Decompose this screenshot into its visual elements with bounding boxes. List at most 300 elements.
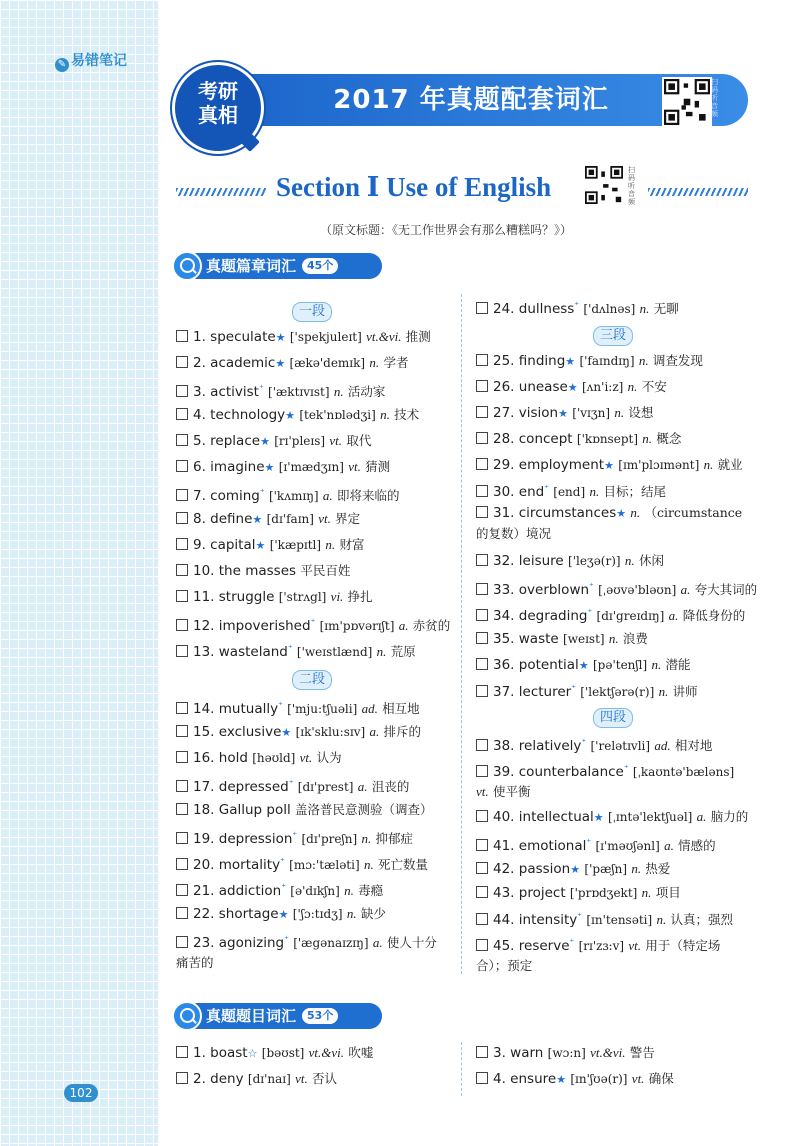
- vocab-entry: [476, 503, 748, 544]
- part-of-speech: n.: [624, 553, 635, 568]
- frequency-mark: ★: [281, 726, 292, 739]
- vocab-word: 23. agonizing: [193, 935, 285, 951]
- vocab-entry: [476, 296, 679, 319]
- phonetic: [weɪst]: [563, 632, 605, 646]
- chinese-meaning: 休闲: [638, 553, 664, 568]
- vocab-entry: [176, 639, 416, 662]
- checkbox[interactable]: [176, 489, 188, 501]
- checkbox[interactable]: [176, 936, 188, 948]
- chinese-meaning: 夸大其词的: [694, 582, 758, 597]
- checkbox[interactable]: [476, 406, 488, 418]
- phonetic: [ʌn'i:z]: [581, 380, 624, 394]
- vocab-word: 17. depressed: [193, 779, 289, 795]
- checkbox[interactable]: [176, 907, 188, 919]
- grid-margin-strip: [0, 0, 158, 1146]
- vocab-entry: [476, 403, 653, 424]
- checkbox[interactable]: [476, 380, 488, 392]
- checkbox[interactable]: [476, 886, 488, 898]
- column-divider: [461, 294, 462, 974]
- checkbox[interactable]: [176, 725, 188, 737]
- vocab-word: 2. academic: [193, 355, 276, 371]
- category-count: 53个: [302, 1008, 338, 1024]
- vocab-word: 1. boast: [193, 1045, 248, 1061]
- frequency-mark: ⁺: [280, 857, 285, 867]
- part-of-speech: a.: [322, 488, 333, 503]
- chinese-meaning: （circumstance 的复数）境况: [476, 505, 743, 541]
- phonetic: [pə'tenʃl]: [592, 658, 648, 672]
- chinese-meaning: 使平衡: [492, 784, 531, 799]
- phonetic: [ɪm'plɔɪmənt]: [618, 458, 700, 472]
- phonetic: [tek'nɒlədʒi]: [299, 408, 376, 422]
- vocab-word: 6. imagine: [193, 459, 265, 475]
- phonetic: [dɪ'prest]: [297, 780, 354, 794]
- frequency-mark: ☆: [247, 1047, 258, 1060]
- checkbox[interactable]: [176, 1072, 188, 1084]
- checkbox[interactable]: [476, 685, 488, 697]
- vocab-entry: [176, 353, 408, 374]
- chinese-meaning: 猜测: [365, 459, 391, 474]
- vocab-word: 25. finding: [493, 353, 566, 369]
- part-of-speech: vt.: [631, 1071, 645, 1086]
- vocab-word: 18. Gallup poll: [193, 802, 291, 818]
- phonetic: ['prɒdʒekt]: [569, 886, 638, 900]
- phonetic: [ɪm'pɒvərɪʃt]: [319, 619, 395, 633]
- phonetic: [ˌəʊvə'bləʊn]: [598, 583, 677, 597]
- checkbox[interactable]: [476, 1046, 488, 1058]
- part-of-speech: a.: [372, 935, 383, 950]
- brand-label: [55, 50, 127, 72]
- part-of-speech: n.: [641, 885, 652, 900]
- vocab-word: 30. end: [493, 484, 545, 500]
- vocab-word: 13. wasteland: [193, 644, 288, 660]
- part-of-speech: n.: [376, 644, 387, 659]
- chinese-meaning: 情感的: [678, 838, 716, 853]
- part-of-speech: a.: [668, 608, 679, 623]
- original-title-note: （原文标题：《无工作世界会有那么糟糕吗？》）: [320, 223, 573, 237]
- vocab-word: 42. passion: [493, 861, 571, 877]
- vocab-entry: [476, 1043, 655, 1063]
- vocab-entry: [176, 1043, 373, 1064]
- badge-text: 考研 真相: [198, 79, 238, 127]
- frequency-mark: ⁺: [577, 912, 583, 922]
- part-of-speech: n.: [651, 657, 662, 672]
- part-of-speech: a.: [357, 779, 368, 794]
- checkbox[interactable]: [476, 354, 488, 366]
- checkbox[interactable]: [476, 939, 488, 951]
- magnifier-icon: [172, 1001, 202, 1031]
- chinese-meaning: 目标；结尾: [603, 484, 666, 499]
- vocab-entry: [476, 907, 733, 930]
- checkbox[interactable]: [176, 803, 188, 815]
- frequency-mark: ⁺: [587, 608, 593, 618]
- vocab-entry: [176, 483, 399, 506]
- frequency-mark: ★: [255, 539, 266, 552]
- part-of-speech: n.: [361, 831, 372, 846]
- chinese-meaning: 热爱: [645, 861, 671, 876]
- checkbox[interactable]: [176, 832, 188, 844]
- checkbox[interactable]: [476, 658, 488, 670]
- vocab-entry: [476, 759, 748, 802]
- frequency-mark: ⁺: [292, 831, 298, 841]
- phonetic: [rɪ'pleɪs]: [274, 434, 326, 448]
- frequency-mark: ★: [556, 1073, 567, 1086]
- frequency-mark: ⁺: [589, 582, 594, 592]
- part-of-speech: vt.&vi.: [366, 329, 402, 344]
- paragraph-label: 三段: [593, 326, 633, 346]
- chinese-meaning: 死亡数量: [378, 857, 429, 872]
- phonetic: [ækə'demɪk]: [289, 356, 366, 370]
- chinese-meaning: 界定: [335, 511, 361, 526]
- part-of-speech: vt.&vi.: [308, 1045, 345, 1060]
- checkbox[interactable]: [176, 564, 188, 576]
- checkbox[interactable]: [476, 1072, 488, 1084]
- vocab-entry: [476, 807, 748, 828]
- chinese-meaning: 排斥的: [383, 724, 422, 739]
- frequency-mark: ⁺: [284, 935, 289, 945]
- vocab-word: 43. project: [493, 885, 566, 901]
- chinese-meaning: 技术: [394, 407, 420, 422]
- heading-stripes-right: [648, 188, 748, 196]
- vocab-word: 36. potential: [493, 657, 579, 673]
- phonetic: ['vɪʒn]: [572, 406, 611, 420]
- vocab-entry: [476, 833, 716, 856]
- part-of-speech: a.: [664, 838, 674, 853]
- chinese-meaning: 脑力的: [710, 809, 749, 824]
- scan-hint: 扫码听音频: [711, 78, 718, 118]
- frequency-mark: ⁺: [571, 684, 576, 694]
- phonetic: ['ʃɔ:tɪdʒ]: [292, 907, 343, 921]
- frequency-mark: ⁺: [288, 779, 294, 789]
- frequency-mark: ★: [278, 908, 289, 921]
- phonetic: ['kɒnsept]: [576, 432, 638, 446]
- part-of-speech: vt.: [295, 1071, 308, 1086]
- vocab-word: 20. mortality: [193, 857, 281, 873]
- part-of-speech: n.: [589, 484, 600, 499]
- checkbox[interactable]: [176, 356, 188, 368]
- phonetic: [həʊld]: [252, 751, 296, 765]
- chinese-meaning: 认真；强烈: [670, 912, 734, 927]
- part-of-speech: vt.: [628, 938, 642, 953]
- checkbox[interactable]: [476, 432, 488, 444]
- chinese-meaning: 浪费: [622, 631, 648, 646]
- vocab-entry: [476, 577, 757, 600]
- vocab-word: 28. concept: [493, 431, 573, 447]
- checkbox[interactable]: [476, 554, 488, 566]
- frequency-mark: ⁺: [259, 488, 265, 498]
- vocab-word: 41. emotional: [493, 838, 587, 854]
- checkbox[interactable]: [176, 385, 188, 397]
- chinese-meaning: 项目: [655, 885, 681, 900]
- section-scan-hint: 扫码听音频: [628, 166, 635, 206]
- frequency-mark: ⁺: [574, 301, 580, 311]
- phonetic: ['mju:tʃuəli]: [287, 702, 358, 716]
- category-header-passage: [172, 251, 384, 281]
- part-of-speech: n.: [642, 431, 653, 446]
- phonetic: ['ægənaɪzɪŋ]: [293, 936, 369, 950]
- chinese-meaning: 否认: [312, 1071, 338, 1086]
- chinese-meaning: 推测: [405, 329, 431, 344]
- paragraph-label: 二段: [292, 670, 332, 690]
- vocab-entry: [176, 930, 448, 973]
- vocab-entry: [476, 351, 703, 372]
- frequency-mark: ★: [285, 409, 296, 422]
- checkbox[interactable]: [476, 458, 488, 470]
- checkbox[interactable]: [176, 751, 188, 763]
- checkbox[interactable]: [176, 780, 188, 792]
- vocab-entry: [476, 429, 681, 449]
- checkbox[interactable]: [476, 583, 488, 595]
- part-of-speech: vt.: [348, 459, 361, 474]
- phonetic: ['æktɪvɪst]: [268, 385, 330, 399]
- vocab-entry: [176, 800, 433, 820]
- part-of-speech: n.: [627, 379, 638, 394]
- checkbox[interactable]: [176, 590, 188, 602]
- part-of-speech: a.: [696, 809, 707, 824]
- vocab-word: 19. depression: [193, 831, 293, 847]
- vocab-entry: [176, 327, 431, 348]
- vocab-word: 15. exclusive: [193, 724, 282, 740]
- part-of-speech: a.: [398, 618, 409, 633]
- checkbox[interactable]: [476, 765, 488, 777]
- part-of-speech: vt.: [329, 433, 343, 448]
- chinese-meaning: 无聊: [653, 301, 679, 316]
- phonetic: ['dʌlnəs]: [583, 302, 636, 316]
- phonetic: ['spekjuleɪt]: [289, 330, 362, 344]
- part-of-speech: n.: [325, 537, 336, 552]
- vocab-word: 8. define: [193, 511, 253, 527]
- phonetic: ['pæʃn]: [584, 862, 628, 876]
- phonetic: [dɪ'naɪ]: [247, 1072, 291, 1086]
- vocab-word: 12. impoverished: [193, 618, 311, 634]
- checkbox[interactable]: [176, 1046, 188, 1058]
- vocab-entry: [476, 933, 748, 976]
- frequency-mark: ⁺: [258, 384, 264, 394]
- checkbox[interactable]: [476, 810, 488, 822]
- page-number: 102: [64, 1084, 98, 1102]
- vocab-word: 26. unease: [493, 379, 568, 395]
- vocab-entry: [176, 405, 419, 426]
- checkbox[interactable]: [176, 512, 188, 524]
- phonetic: [ˌɪntə'lektʃuəl]: [607, 810, 693, 824]
- checkbox[interactable]: [176, 619, 188, 631]
- phonetic: ['relətɪvli]: [590, 739, 651, 753]
- vocab-entry: [176, 535, 364, 556]
- vocab-entry: [476, 551, 664, 571]
- chinese-meaning: 就业: [717, 457, 743, 472]
- frequency-mark: ⁺: [623, 764, 629, 774]
- vocab-entry: [176, 1069, 337, 1089]
- checkbox[interactable]: [476, 485, 488, 497]
- chinese-meaning: 财富: [339, 537, 365, 552]
- vocab-entry: [176, 904, 386, 925]
- vocab-word: 14. mutually: [193, 701, 279, 717]
- vocab-word: 31. circumstances: [493, 505, 617, 521]
- chinese-meaning: 讲师: [672, 684, 698, 699]
- frequency-mark: ⁺: [569, 938, 575, 948]
- part-of-speech: vt.: [299, 750, 313, 765]
- part-of-speech: a.: [369, 724, 380, 739]
- vocab-entry: [476, 733, 712, 756]
- frequency-mark: ★: [264, 461, 275, 474]
- chinese-meaning: 活动家: [347, 384, 386, 399]
- chinese-meaning: 警告: [629, 1045, 655, 1060]
- vocab-word: 5. replace: [193, 433, 261, 449]
- phonetic: [dɪ'preʃn]: [301, 832, 358, 846]
- phonetic: ['faɪndɪŋ]: [579, 354, 635, 368]
- phonetic: [dɪ'greɪdɪŋ]: [596, 609, 665, 623]
- vocab-entry: [476, 859, 670, 880]
- checkbox[interactable]: [176, 330, 188, 342]
- part-of-speech: ad.: [654, 738, 671, 753]
- checkbox[interactable]: [176, 434, 188, 446]
- chinese-meaning: 使人十分痛苦的: [176, 935, 437, 970]
- frequency-mark: ⁺: [287, 644, 293, 654]
- part-of-speech: n.: [380, 407, 390, 422]
- category-header-questions: [172, 1001, 384, 1031]
- chinese-meaning: 概念: [656, 431, 682, 446]
- checkbox[interactable]: [176, 538, 188, 550]
- vocab-entry: [476, 655, 691, 676]
- checkbox[interactable]: [476, 609, 488, 621]
- vocab-entry: [176, 613, 450, 636]
- checkbox[interactable]: [476, 739, 488, 751]
- frequency-mark: ★: [558, 407, 568, 420]
- kaoyan-badge: [172, 62, 264, 154]
- phonetic: ['lektʃərə(r)]: [580, 685, 655, 699]
- phonetic: [ˌkaʊntə'bæləns]: [632, 765, 735, 779]
- vocab-word: 33. overblown: [493, 582, 590, 598]
- frequency-mark: ★: [616, 507, 627, 520]
- chinese-meaning: 缺少: [360, 906, 386, 921]
- vocab-word: 44. intensity: [493, 912, 578, 928]
- chinese-meaning: 毒瘾: [358, 883, 384, 898]
- vocab-entry: [476, 479, 666, 502]
- part-of-speech: vt.: [318, 511, 331, 526]
- section-heading: Section Ⅰ Use of English: [276, 172, 552, 202]
- vocab-word: 35. waste: [493, 631, 559, 647]
- part-of-speech: n.: [344, 883, 354, 898]
- checkbox[interactable]: [476, 506, 488, 518]
- checkbox[interactable]: [176, 702, 188, 714]
- vocab-entry: [176, 509, 360, 530]
- part-of-speech: vt.&vi.: [590, 1045, 626, 1060]
- vocab-entry: [176, 878, 383, 901]
- vocab-word: 3. warn: [493, 1045, 544, 1061]
- phonetic: ['strʌgl]: [278, 590, 327, 604]
- checkbox[interactable]: [476, 632, 488, 644]
- frequency-mark: ⁺: [586, 838, 592, 848]
- checkbox[interactable]: [476, 302, 488, 314]
- chinese-meaning: 确保: [648, 1071, 674, 1086]
- vocab-word: 2. deny: [193, 1071, 244, 1087]
- phonetic: [bəʊst]: [261, 1046, 305, 1060]
- frequency-mark: ★: [275, 357, 286, 370]
- vocab-entry: [176, 431, 371, 452]
- phonetic: [ɪ'məʊʃənl]: [595, 839, 660, 853]
- frequency-mark: ★: [260, 435, 270, 448]
- vocab-entry: [176, 722, 421, 743]
- phonetic: [ɪ'mædʒɪn]: [278, 460, 344, 474]
- chinese-meaning: 学者: [383, 355, 409, 370]
- frequency-mark: ★: [593, 811, 604, 824]
- checkbox[interactable]: [176, 858, 188, 870]
- checkbox[interactable]: [176, 645, 188, 657]
- chinese-meaning: 沮丧的: [371, 779, 410, 794]
- vocab-word: 45. reserve: [493, 938, 570, 954]
- vocab-entry: [176, 587, 373, 607]
- phonetic: [wɔ:n]: [547, 1046, 586, 1060]
- chinese-meaning: 盖洛普民意测验（调查）: [295, 802, 433, 817]
- part-of-speech: n.: [656, 912, 667, 927]
- frequency-mark: ★: [275, 331, 286, 344]
- phonetic: ['kæpɪtl]: [269, 538, 322, 552]
- part-of-speech: n.: [614, 405, 625, 420]
- chinese-meaning: 相对地: [674, 738, 713, 753]
- chinese-meaning: 用于（特定场合）；预定: [476, 938, 721, 973]
- vocab-word: 24. dullness: [493, 301, 575, 317]
- checkbox[interactable]: [476, 913, 488, 925]
- vocab-word: 7. coming: [193, 488, 260, 504]
- part-of-speech: n.: [638, 353, 649, 368]
- vocab-word: 32. leisure: [493, 553, 564, 569]
- frequency-mark: ⁺: [310, 618, 316, 628]
- phonetic: [end]: [553, 485, 586, 499]
- frequency-mark: ⁺: [544, 484, 549, 494]
- vocab-entry: [476, 883, 681, 903]
- part-of-speech: n.: [346, 906, 357, 921]
- frequency-mark: ⁺: [278, 701, 283, 711]
- paragraph-label: 四段: [593, 708, 633, 728]
- frequency-mark: ★: [252, 513, 263, 526]
- chinese-meaning: 抑郁症: [375, 831, 414, 846]
- paragraph-label: 一段: [292, 302, 332, 322]
- brand-text: 易错笔记: [71, 53, 127, 69]
- checkbox[interactable]: [476, 839, 488, 851]
- phonetic: [ɪk'sklu:sɪv]: [295, 725, 366, 739]
- part-of-speech: n.: [363, 857, 374, 872]
- vocab-entry: [176, 457, 390, 478]
- vocab-word: 9. capital: [193, 537, 256, 553]
- magnifier-icon: [172, 251, 202, 281]
- vocab-word: 22. shortage: [193, 906, 279, 922]
- category-count: 45个: [302, 258, 338, 274]
- chinese-meaning: 取代: [346, 433, 372, 448]
- vocab-word: 38. relatively: [493, 738, 582, 754]
- checkbox[interactable]: [176, 408, 188, 420]
- phonetic: [rɪ'zɜ:v]: [578, 939, 625, 953]
- checkbox[interactable]: [476, 862, 488, 874]
- column-divider: [461, 1042, 462, 1096]
- checkbox[interactable]: [176, 884, 188, 896]
- chinese-meaning: 不安: [641, 379, 667, 394]
- vocab-word: 21. addiction: [193, 883, 282, 899]
- vocab-entry: [176, 852, 428, 875]
- vocab-entry: [176, 379, 385, 402]
- phonetic: [dɪ'faɪn]: [266, 512, 314, 526]
- phonetic: ['leʒə(r)]: [568, 554, 621, 568]
- vocab-entry: [476, 603, 745, 626]
- page-title: 2017 年真题配套词汇: [333, 85, 609, 115]
- vocab-word: 4. technology: [193, 407, 286, 423]
- chinese-meaning: 潜能: [665, 657, 691, 672]
- checkbox[interactable]: [176, 460, 188, 472]
- vocab-word: 39. counterbalance: [493, 764, 624, 780]
- category-label: 真题篇章词汇 45个: [206, 255, 338, 277]
- vocab-word: 11. struggle: [193, 589, 275, 605]
- frequency-mark: ★: [578, 659, 589, 672]
- chinese-meaning: 调查发现: [652, 353, 703, 368]
- frequency-mark: ⁺: [281, 883, 286, 893]
